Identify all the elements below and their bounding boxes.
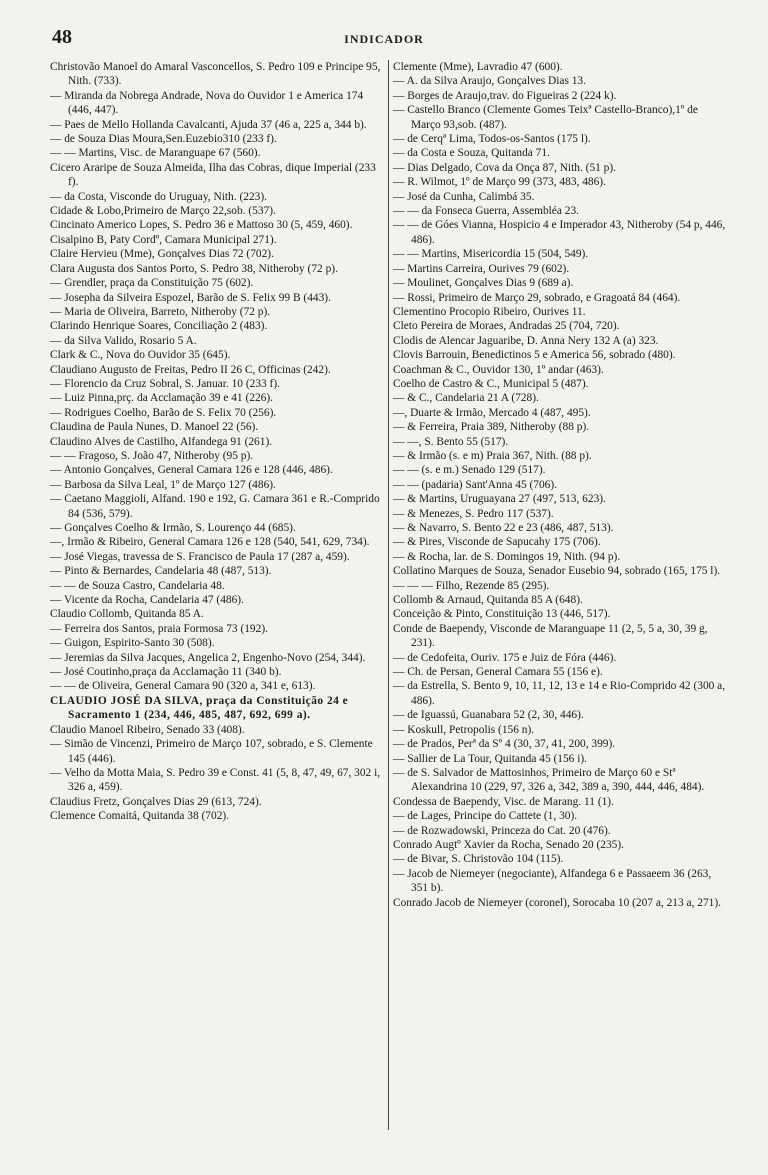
directory-entry: — de Iguassú, Guanabara 52 (2, 30, 446).	[393, 709, 584, 722]
directory-entry: — Koskull, Petropolis (156 n).	[393, 723, 535, 736]
directory-entry: — de Prados, Perª da Sº 4 (30, 37, 41, 200, 399).	[393, 738, 616, 751]
directory-entry: — de Cedofeita, Ouriv. 175 e Juiz de Fóra (446).	[393, 651, 617, 664]
directory-entry: — Gonçalves Coelho & Irmão, S. Lourenço 44 (685).	[50, 522, 296, 534]
directory-entry: — & Ferreira, Praia 389, Nitheroby (88 p).	[393, 421, 590, 434]
left-column	[50, 60, 388, 1130]
directory-entry: — Ch. de Persan, General Camara 55 (156 e).	[393, 666, 603, 679]
directory-entry: — R. Wilmot, 1º de Março 99 (373, 483, 486).	[393, 176, 606, 189]
directory-entry: — de Cerqª Lima, Todos-os-Santos (175 l).	[393, 133, 591, 146]
directory-entry: — —, S. Bento 55 (517).	[393, 435, 509, 448]
directory-entry: — & Navarro, S. Bento 22 e 23 (486, 487, 513).	[393, 522, 614, 534]
directory-entry: Clodis de Alencar Jaguaribe, D. Anna Nery 132 A (a) 323.	[393, 334, 659, 347]
directory-entry: — de Bivar, S. Christovão 104 (115).	[393, 853, 564, 866]
directory-entry: Cleto Pereira de Moraes, Andradas 25 (704, 720).	[393, 320, 620, 333]
directory-entry: Conrado Jacob de Niemeyer (coronel), Sorocaba 10 (207 a, 213 a, 271).	[393, 896, 722, 909]
directory-entry: Clara Augusta dos Santos Porto, S. Pedro 38, Nitheroby (72 p).	[50, 262, 338, 275]
directory-entry: Clovis Barrouin, Benedictinos 5 e America 56, sobrado (480).	[393, 349, 676, 362]
directory-entry: — Rossi, Primeiro de Março 29, sobrado, e Gragoatá 84 (464).	[393, 291, 681, 304]
directory-entry: Clarindo Henrique Soares, Conciliação 2 (483).	[50, 320, 268, 333]
directory-entry: — Antonio Gonçalves, General Camara 126 e 128 (446, 486).	[50, 464, 333, 477]
directory-entry: — — Martins, Misericordia 15 (504, 549).	[393, 248, 589, 261]
page-number: 48	[52, 26, 72, 48]
directory-entry: — Moulinet, Gonçalves Dias 9 (689 a).	[393, 277, 574, 290]
directory-entry: Conde de Baependy, Visconde de Maranguape 11 (2, 5, 5 a, 30, 39 g, 231).	[393, 622, 708, 650]
directory-entry: — Simão de Vincenzi, Primeiro de Março 107, sobrado, e S. Clemente 145 (446).	[50, 738, 373, 765]
directory-entry: — Castello Branco (Clemente Gomes Teixª Castello-Branco),1º de Março 93,sob. (487).	[393, 104, 698, 131]
directory-entry: — Jacob de Niemeyer (negociante), Alfandega 6 e Passaeem 36 (263, 351 b).	[393, 867, 712, 895]
directory-entry: — Caetano Maggioli, Alfand. 190 e 192, G. Camara 361 e R.-Comprido 84 (536, 579).	[50, 493, 380, 520]
directory-entry: Cicero Araripe de Souza Almeida, Ilha das Cobras, dique Imperial (233 f).	[50, 161, 376, 189]
directory-entry: — & Menezes, S. Pedro 117 (537).	[393, 507, 554, 520]
directory-columns	[50, 60, 726, 1130]
directory-entry: Claudius Fretz, Gonçalves Dias 29 (613, 724).	[50, 795, 262, 808]
directory-entry: Claudina de Paula Nunes, D. Manoel 22 (56).	[50, 421, 259, 434]
directory-entry: — de Lages, Principe do Cattete (1, 30).	[393, 810, 578, 823]
directory-entry: Clemente (Mme), Lavradio 47 (600).	[393, 61, 563, 73]
directory-entry: Cincinato Americo Lopes, S. Pedro 36 e Mattoso 30 (5, 459, 460).	[50, 219, 353, 232]
running-title: INDICADOR	[344, 32, 424, 46]
directory-entry: — Velho da Motta Maia, S. Pedro 39 e Const. 41 (5, 8, 47, 49, 67, 302 i, 326 a, 459).	[50, 766, 381, 794]
directory-entry: — — da Fonseca Guerra, Assembléa 23.	[393, 205, 579, 218]
directory-entry: — José Viegas, travessa de S. Francisco de Paula 17 (287 a, 459).	[50, 550, 350, 563]
directory-entry: Conrado Augtº Xavier da Rocha, Senado 20 (235).	[393, 838, 624, 851]
directory-entry: — & Irmão (s. e m) Praia 367, Nith. (88 p).	[393, 449, 592, 462]
directory-entry: — — de Góes Vianna, Hospicio 4 e Imperador 43, Nitheroby (54 p, 446, 486).	[393, 219, 726, 246]
directory-entry: — da Silva Valido, Rosario 5 A.	[50, 334, 197, 347]
directory-entry: Claudio Collomb, Quitanda 85 A.	[50, 608, 204, 621]
directory-entry: — — de Souza Castro, Candelaria 48.	[50, 579, 225, 592]
directory-entry: — & Martins, Uruguayana 27 (497, 513, 623).	[393, 493, 606, 506]
page-header	[52, 26, 716, 52]
directory-entry: — Pinto & Bernardes, Candelaria 48 (487, 513).	[50, 565, 272, 578]
directory-entry: — — de Oliveira, General Camara 90 (320 a, 341 e, 613).	[50, 680, 316, 693]
directory-entry: — de Rozwadowski, Princeza do Cat. 20 (476).	[393, 824, 611, 837]
directory-entry: — Miranda da Nobrega Andrade, Nova do Ouvidor 1 e America 174 (446, 447).	[50, 89, 364, 117]
directory-entry: — Josepha da Silveira Espozel, Barão de S. Felix 99 B (443).	[50, 291, 331, 304]
directory-entry: Claire Hervieu (Mme), Gonçalves Dias 72 (702).	[50, 248, 274, 261]
directory-entry: Collatino Marques de Souza, Senador Eusebio 94, sobrado (165, 175 l).	[393, 565, 721, 578]
directory-entry: — Martins Carreira, Ourives 79 (602).	[393, 262, 570, 275]
directory-entry: — — Martins, Visc. de Maranguape 67 (560).	[50, 147, 261, 160]
directory-entry: Cidade & Lobo,Primeiro de Março 22,sob. (537).	[50, 205, 276, 218]
directory-entry: Cisalpino B, Paty Cordº, Camara Municipal 271).	[50, 233, 277, 246]
right-column	[388, 60, 726, 1130]
directory-entry: — Sallier de La Tour, Quitanda 45 (156 i).	[393, 752, 588, 765]
directory-entry: — da Estrella, S. Bento 9, 10, 11, 12, 13 e 14 e Rio-Comprido 42 (300 a, 486).	[393, 680, 726, 707]
directory-entry: Clark & C., Nova do Ouvidor 35 (645).	[50, 349, 231, 362]
directory-entry: — Guigon, Espirito-Santo 30 (508).	[50, 637, 215, 650]
directory-entry: — Dias Delgado, Cova da Onça 87, Nith. (51 p).	[393, 161, 617, 174]
directory-entry: — Maria de Oliveira, Barreto, Nitheroby (72 p).	[50, 305, 271, 318]
directory-entry: — Barbosa da Silva Leal, 1º de Março 127 (486).	[50, 478, 276, 491]
directory-entry: — A. da Silva Araujo, Gonçalves Dias 13.	[393, 75, 586, 88]
directory-entry: CLAUDIO JOSÉ DA SILVA, praça da Constituição 24 e Sacramento 1 (234, 446, 485, 487, 692, 699 a).	[50, 694, 349, 722]
directory-entry: — Florencio da Cruz Sobral, S. Januar. 10 (233 f).	[50, 377, 280, 390]
directory-entry: — Luiz Pinna,prç. da Acclamação 39 e 41 (226).	[50, 392, 273, 405]
directory-entry: — & Pires, Visconde de Sapucahy 175 (706).	[393, 536, 601, 549]
directory-entry: — — — Filho, Rezende 85 (295).	[393, 579, 550, 592]
directory-entry: Conceição & Pinto, Constituição 13 (446, 517).	[393, 608, 611, 621]
directory-entry: Condessa de Baependy, Visc. de Marang. 11 (1).	[393, 795, 614, 808]
directory-entry: — & Rocha, lar. de S. Domingos 19, Nith. (94 p).	[393, 550, 621, 563]
directory-entry: — — (padaria) Sant'Anna 45 (706).	[393, 478, 558, 491]
directory-entry: — José da Cunha, Calimbá 35.	[393, 190, 535, 203]
directory-entry: Collomb & Arnaud, Quitanda 85 A (648).	[393, 594, 583, 607]
directory-entry: — — Fragoso, S. João 47, Nitheroby (95 p).	[50, 449, 254, 462]
directory-entry: — de Souza Dias Moura,Sen.Euzebio310 (233 f).	[50, 133, 277, 146]
directory-entry: —, Duarte & Irmão, Mercado 4 (487, 495).	[393, 406, 591, 419]
directory-entry: Coelho de Castro & C., Municipal 5 (487).	[393, 377, 589, 390]
directory-entry: — — (s. e m.) Senado 129 (517).	[393, 464, 546, 477]
directory-entry: Clementino Procopio Ribeiro, Ourives 11.	[393, 305, 586, 318]
directory-entry: — Grendler, praça da Constituição 75 (602).	[50, 277, 254, 290]
directory-entry: — Vicente da Rocha, Candelaria 47 (486).	[50, 594, 244, 607]
directory-entry: — da Costa, Visconde do Uruguay, Nith. (223).	[50, 190, 267, 203]
directory-entry: Clemence Comaitá, Quitanda 38 (702).	[50, 810, 230, 823]
directory-entry: Claudio Manoel Ribeiro, Senado 33 (408).	[50, 723, 245, 736]
directory-entry: Christovão Manoel do Amaral Vasconcellos, S. Pedro 109 e Principe 95, Nith. (733).	[50, 61, 381, 88]
directory-entry: Claudino Alves de Castilho, Alfandega 91 (261).	[50, 435, 273, 448]
directory-entry: — José Coutinho,praça da Acclamação 11 (340 b).	[50, 666, 282, 679]
directory-entry: — Borges de Araujo,trav. do Figueiras 2 (224 k).	[393, 89, 617, 102]
directory-entry: — Jeremias da Silva Jacques, Angelica 2, Engenho-Novo (254, 344).	[50, 651, 366, 664]
directory-entry: — Rodrigues Coelho, Barão de S. Felix 70 (256).	[50, 406, 277, 419]
directory-entry: — Ferreira dos Santos, praia Formosa 73 (192).	[50, 622, 268, 635]
directory-entry: —, Irmão & Ribeiro, General Camara 126 e 128 (540, 541, 629, 734).	[50, 536, 370, 549]
directory-entry: — Paes de Mello Hollanda Cavalcanti, Ajuda 37 (46 a, 225 a, 344 b).	[50, 118, 367, 131]
directory-entry: Claudiano Augusto de Freitas, Pedro II 26 C, Officinas (242).	[50, 363, 331, 376]
directory-entry: — da Costa e Souza, Quitanda 71.	[393, 147, 550, 160]
directory-entry: Coachman & C., Ouvidor 130, 1º andar (463).	[393, 363, 604, 376]
directory-entry: — & C., Candelaria 21 A (728).	[393, 392, 539, 405]
directory-entry: — de S. Salvador de Mattosinhos, Primeiro de Março 60 e Stª Alexandrina 10 (229, 97, 326 a, 342, 389 a, 390, 444, 446, 484).	[393, 766, 705, 794]
